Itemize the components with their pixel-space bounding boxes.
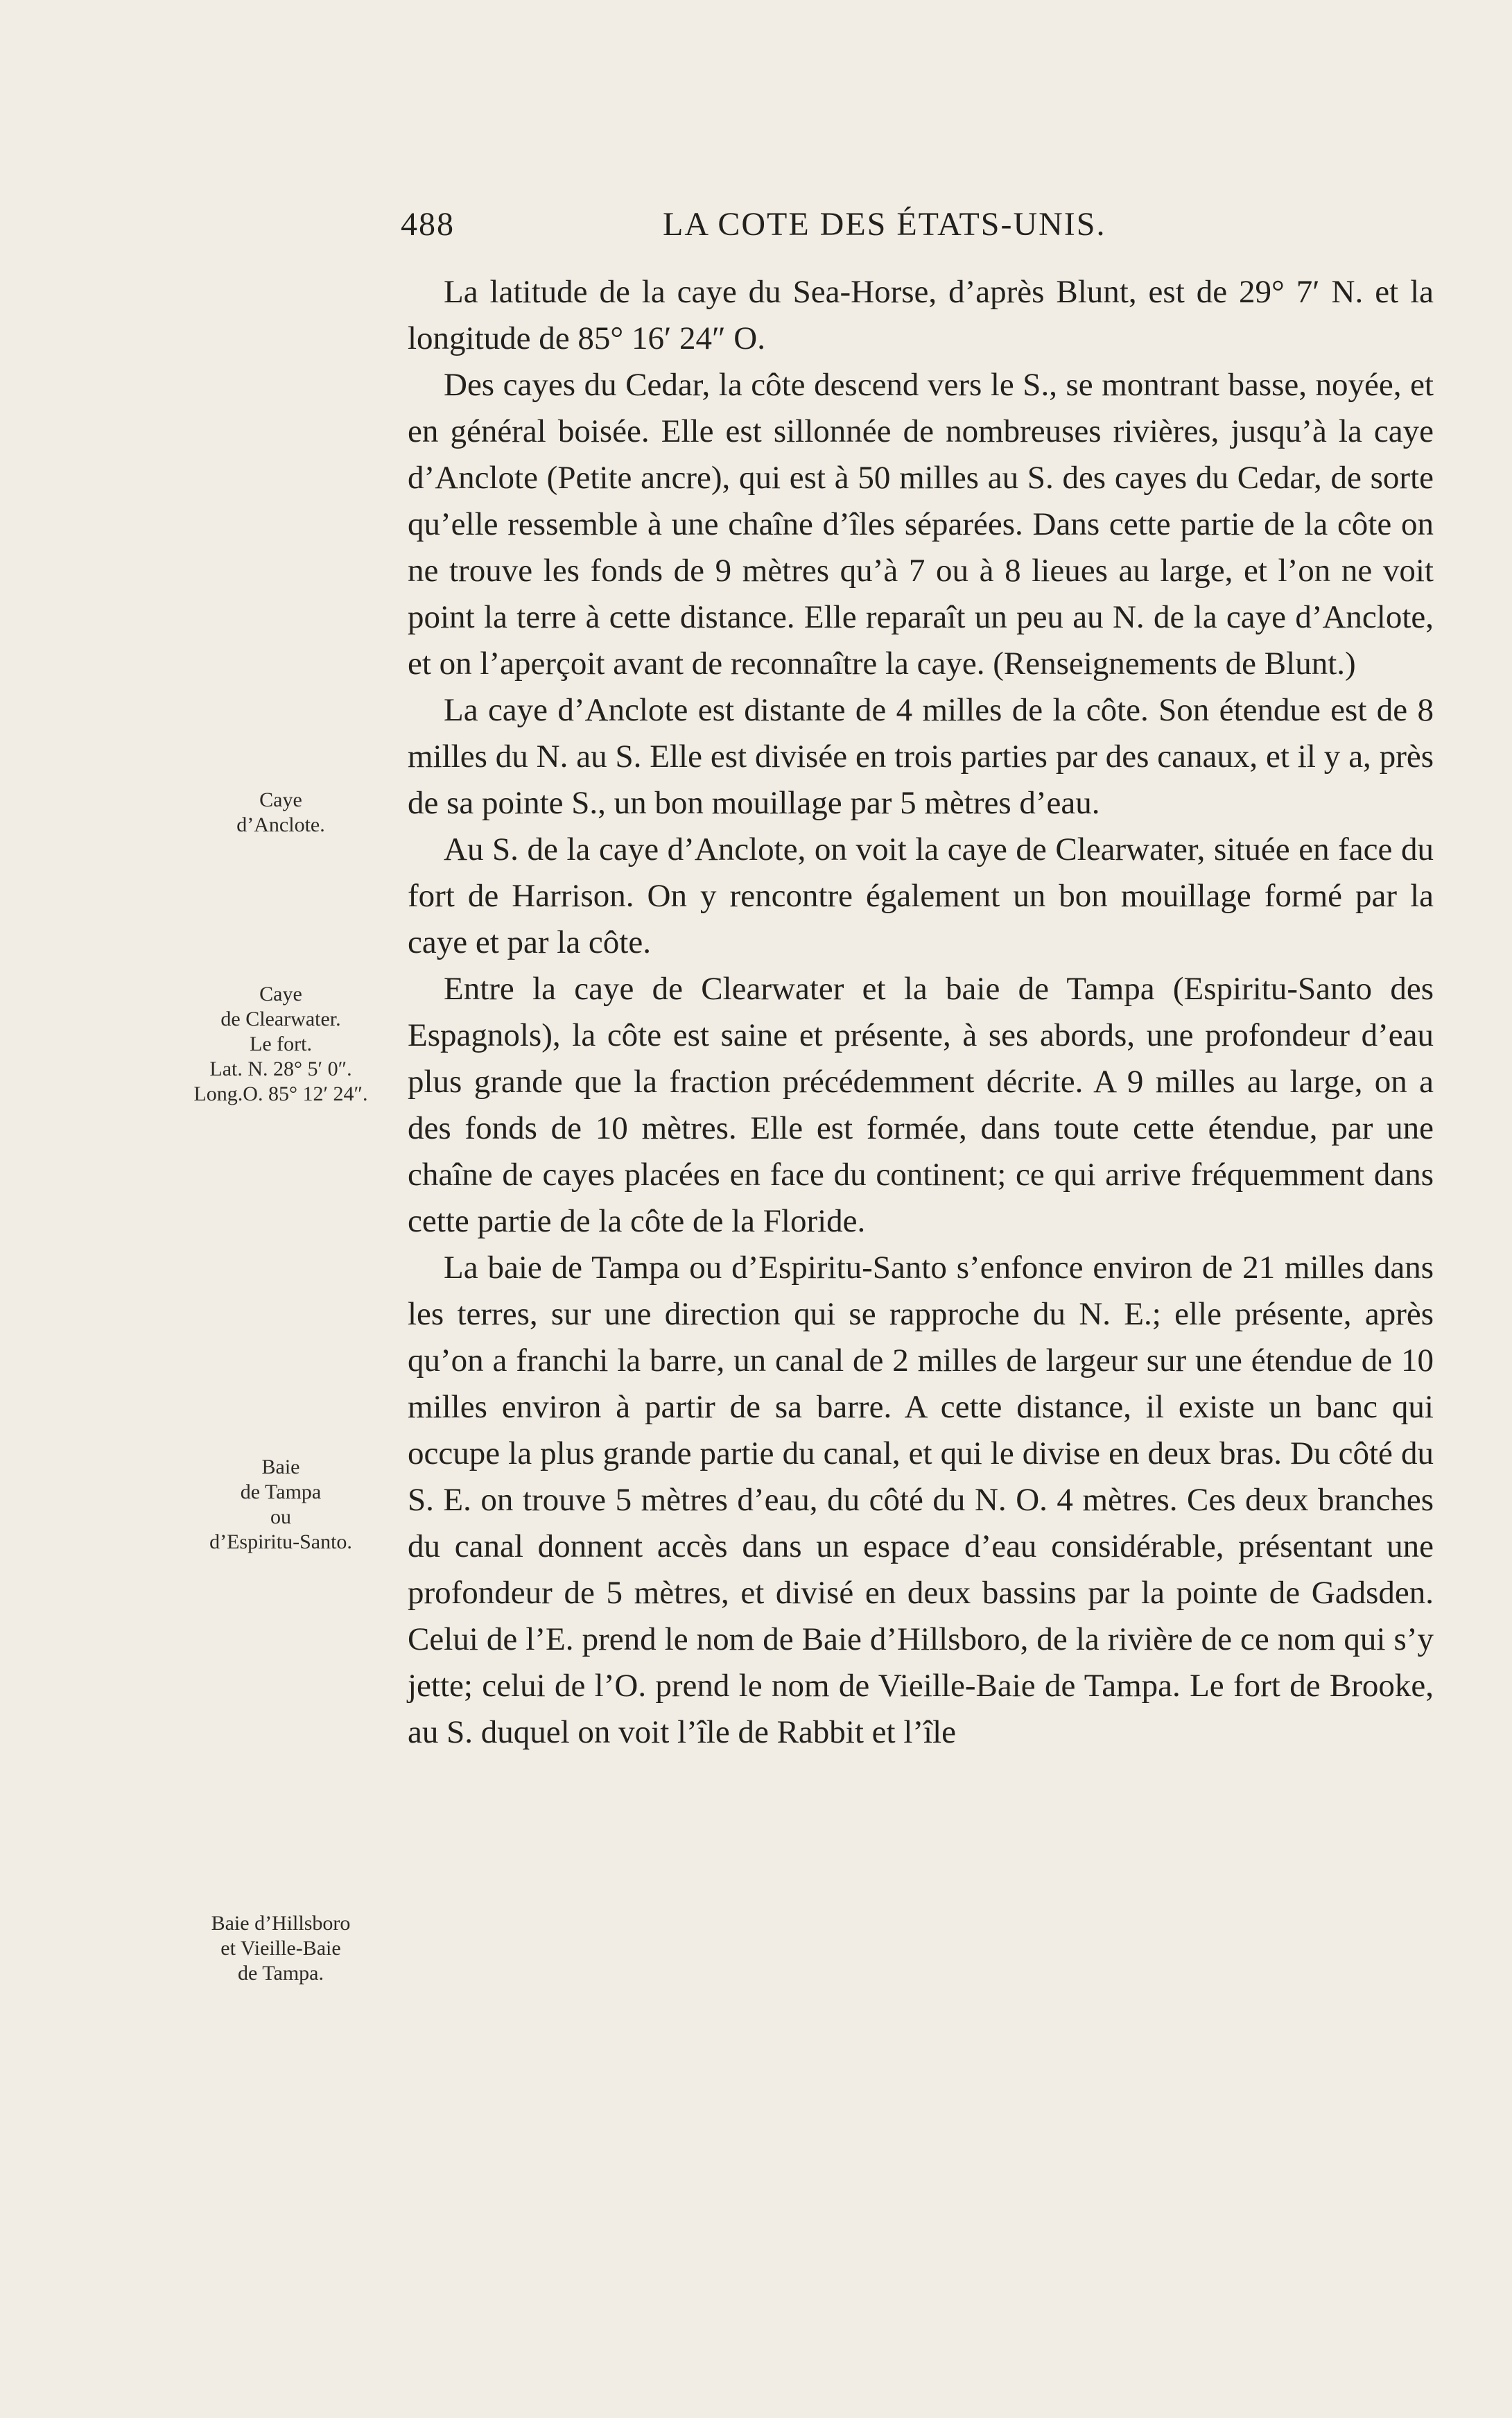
- margin-note-line: de Clearwater.: [220, 1008, 341, 1030]
- paragraph-clearwater-tampa: Entre la caye de Clearwater et la baie de Tampa (Espiritu-Santo des Espagnols), la côte est saine et présente, à ses abords, une profondeur d’eau plus grande que la fraction précédemment décrite. A 9 milles au large, on a des fonds de 10 mètres. Elle est formée, dans toute cette étendue, par une chaîne de cayes placées en face du continent; ce qui arrive fréquemment dans cette partie de la côte de la Floride.: [408, 971, 1434, 1239]
- margin-note-line: et Vieille-Baie: [220, 1937, 341, 1960]
- paragraph-tampa-bay: La baie de Tampa ou d’Espiritu-Santo s’enfonce environ de 21 milles dans les terres, sur une direction qui se rapproche du N. E.; elle présente, après qu’on a franchi la barre, un canal de 2 milles de largeur sur une étendue de 10 milles environ à partir de sa barre. A cette distance, il existe un banc qui occupe la plus grande partie du canal, et qui le divise en deux bras. Du côté du S. E. on trouve 5 mètres d’eau, du côté du N. O. 4 mètres. Ces deux branches du canal donnent accès dans un espace d’eau considérable, présentant une profondeur de 5 mètres, et divisé en deux bassins par la pointe de Gadsden. Celui de l’E. prend le nom de Baie d’Hillsboro, de la rivière de ce nom qui s’y jette; celui de l’O. prend le nom de Vieille-Baie de Tampa. Le fort de Brooke, au S. duquel on voit l’île de Rabbit et l’île: [408, 1250, 1434, 1750]
- margin-note-line: de Tampa.: [238, 1962, 324, 1985]
- margin-note-line: Caye: [259, 788, 302, 811]
- margin-note-line: d’Espiritu-Santo.: [209, 1530, 352, 1553]
- margin-note-line: d’Anclote.: [236, 813, 325, 836]
- running-title: LA COTE DES ÉTATS-UNIS.: [663, 206, 1106, 243]
- margin-note-line: Baie: [261, 1456, 300, 1478]
- paragraph-clearwater: Au S. de la caye d’Anclote, on voit la caye de Clearwater, située en face du fort de Harrison. On y rencontre également un bon mouillage formé par la caye et par la côte.: [408, 831, 1434, 960]
- margin-note-tampa: [166, 1455, 395, 1555]
- paragraph-anclote: La caye d’Anclote est distante de 4 milles de la côte. Son étendue est de 8 milles du N. au S. Elle est divisée en trois parties par des canaux, et il y a, près de sa pointe S., un bon mouillage par 5 mètres d’eau.: [408, 692, 1434, 821]
- margin-note-line: Baie d’Hillsboro: [211, 1912, 351, 1935]
- main-text: [408, 269, 1434, 1756]
- page-number: 488: [401, 206, 455, 243]
- margin-note-line: Long.O. 85° 12′ 24″.: [193, 1082, 368, 1105]
- page-header: [401, 205, 1441, 254]
- margin-note-line: Caye: [259, 983, 302, 1005]
- margin-note-hillsboro: [166, 1911, 395, 1986]
- margin-note-clearwater: [166, 982, 395, 1107]
- margin-note-line: ou: [270, 1505, 291, 1528]
- margin-note-line: de Tampa: [240, 1480, 322, 1503]
- margin-note-anclote: [166, 788, 395, 838]
- margin-note-line: Le fort.: [250, 1033, 312, 1055]
- paragraph-sea-horse: La latitude de la caye du Sea-Horse, d’après Blunt, est de 29° 7′ N. et la longitude de 85° 16′ 24″ O.: [408, 274, 1434, 356]
- paragraph-cedar-coast: Des cayes du Cedar, la côte descend vers le S., se montrant basse, noyée, et en général boisée. Elle est sillonnée de nombreuses rivières, jusqu’à la caye d’Anclote (Petite ancre), qui est à 50 milles au S. des cayes du Cedar, de sorte qu’elle ressemble à une chaîne d’îles séparées. Dans cette partie de la côte on ne trouve les fonds de 9 mètres qu’à 7 ou à 8 lieues au large, et l’on ne voit point la terre à cette distance. Elle reparaît un peu au N. de la caye d’Anclote, et on l’aperçoit avant de reconnaître la caye. (Renseignements de Blunt.): [408, 367, 1434, 682]
- margin-note-line: Lat. N. 28° 5′ 0″.: [209, 1057, 352, 1080]
